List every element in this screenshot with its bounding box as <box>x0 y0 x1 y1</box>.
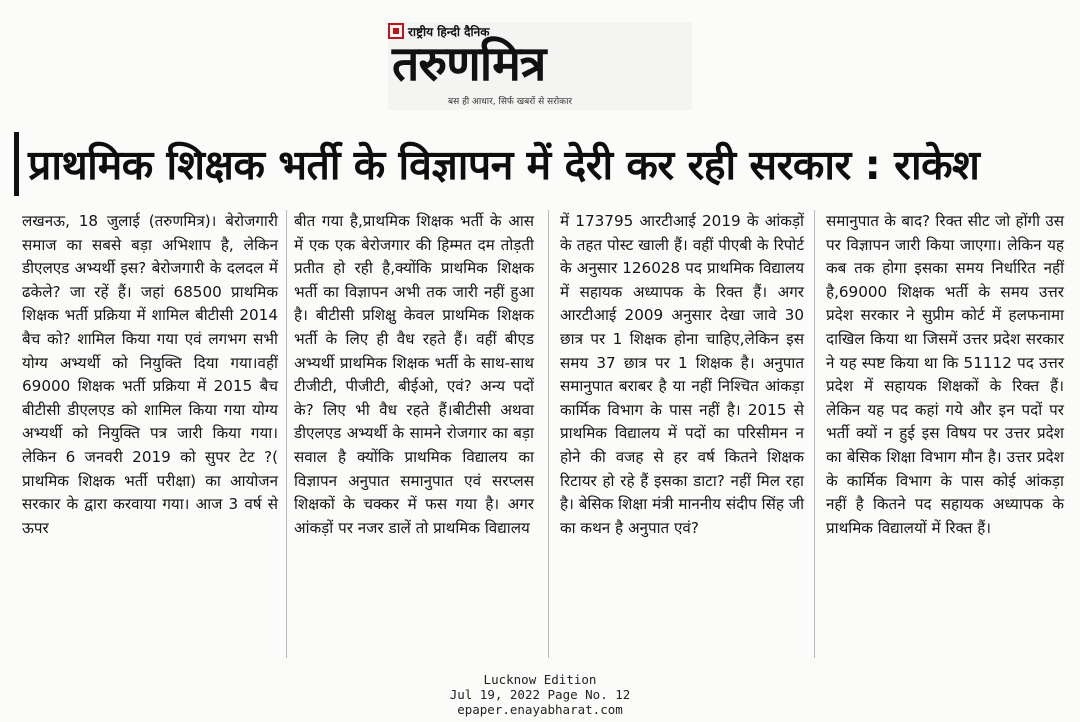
masthead-tagline-text: राष्ट्रीय हिन्दी दैनिक <box>408 24 490 39</box>
article-column-3 <box>560 210 804 660</box>
column-text: में 173795 आरटीआई 2019 के आंकड़ों के तहत पोस्ट खाली हैं। वहीं पीएबी के रिपोर्ट के अनुसार 126028 पद प्राथमिक विद्यालय में सहायक अध्यापक के रिक्त हैं। अगर आरटीआई 2009 अनुसार देखा जावे 30 छात्र पर 1 शिक्षक होना चाहिए,लेकिन इस समय 37 छात्र पर 1 शिक्षक है। अनुपात समानुपात बराबर है या नहीं निश्चित आंकड़ा कार्मिक विभाग के पास नहीं है। 2015 से प्राथमिक विद्यालय में पदों का परिसीमन न होने की वजह से हर वर्ष कितने शिक्षक रिटायर हो रहे हैं इसका डाटा? नहीं मिल रहा है। बेसिक शिक्षा मंत्री माननीय संदीप सिंह जी का कथन है अनुपात एवं? <box>560 212 804 537</box>
masthead-subtagline: बस ही आधार, सिर्फ खबरों से सरोकार <box>448 97 573 107</box>
edition-name: Lucknow Edition <box>483 672 597 687</box>
column-text: बीत गया है,प्राथमिक शिक्षक भर्ती के आस में एक एक बेरोजगार की हिम्मत दम तोड़ती प्रतीत हो रही है,क्योंकि प्राथमिक शिक्षक भर्ती का विज्ञापन अभी तक जारी नहीं हुआ है। बीटीसी प्रशिक्षु केवल प्राथमिक शिक्षक भर्ती के लिए ही वैध रहते हैं। वहीं बीएड अभ्यर्थी प्राथमिक शिक्षक भर्ती के साथ-साथ टीजीटी, पीजीटी, बीईओ, एवं? अन्य पदों के? लिए भी वैध रहते हैं।बीटीसी अथवा डीएलएड अभ्यर्थी के सामने रोजगार का बड़ा सवाल है क्योंकि प्राथमिक विद्यालय का विज्ञापन अनुपात समानुपात एवं सरप्लस शिक्षकों के चक्कर में फस गया है। अगर आंकड़ों पर नजर डालें तो प्राथमिक विद्यालय <box>294 212 534 537</box>
column-divider <box>814 210 815 658</box>
column-divider <box>286 210 287 658</box>
edition-date-page: Jul 19, 2022 Page No. 12 <box>449 687 631 702</box>
edition-site-link[interactable]: epaper.enayabharat.com <box>457 702 623 717</box>
column-text: लखनऊ, 18 जुलाई (तरुणमित्र)। बेरोजगारी समाज का सबसे बड़ा अभिशाप है, लेकिन डीएलएड अभ्यर्थी इस? बेरोजगारी के दलदल में ढकेले? जा रहें हैं। जहां 68500 प्राथमिक शिक्षक भर्ती प्रक्रिया में शामिल बीटीसी 2014 बैच को? शामिल किया गया एवं लगभग सभी योग्य अभ्यर्थी को नियुक्ति दिया गया।वहीं 69000 शिक्षक भर्ती प्रक्रिया में 2015 बैच बीटीसी डीएलएड को शामिल किया गया योग्य अभ्यर्थी को नियुक्ति पत्र जारी किया गया। लेकिन 6 जनवरी 2019 को सुपर टेट ?( प्राथमिक शिक्षक भर्ती परीक्षा) का आयोजन सरकार के द्वारा करवाया गया। आज 3 वर्ष से ऊपर <box>22 212 278 537</box>
column-divider <box>548 210 549 658</box>
article-column-2 <box>294 210 534 660</box>
column-text: समानुपात के बाद? रिक्त सीट जो होंगी उस पर विज्ञापन जारी किया जाएगा। लेकिन यह कब तक होगा इसका समय निर्धारित नहीं है,69000 शिक्षक भर्ती के समय उत्तर प्रदेश सरकार ने सुप्रीम कोर्ट में हलफनामा दाखिल किया था जिसमें उत्तर प्रदेश सरकार ने यह स्पष्ट किया था कि 51112 पद उत्तर प्रदेश में सहायक शिक्षकों के रिक्त हैं। लेकिन यह पद कहां गये और इन पदों पर भर्ती क्यों न हुई इस विषय पर उत्तर प्रदेश का बेसिक शिक्षा विभाग मौन है। उत्तर प्रदेश के कार्मिक विभाग के पास कोई आंकड़ा नहीं है कितने पद सहायक अध्यापक के प्राथमिक विद्यालयों में रिक्त हैं। <box>826 212 1064 537</box>
article-column-1 <box>22 210 278 660</box>
masthead <box>388 22 692 110</box>
article-column-4 <box>826 210 1064 660</box>
edition-footer <box>380 672 700 722</box>
newspaper-brand-name: तरुणमित्र <box>392 36 546 92</box>
article-headline: प्राथमिक शिक्षक भर्ती के विज्ञापन में देरी कर रही सरकार : राकेश <box>28 141 980 189</box>
